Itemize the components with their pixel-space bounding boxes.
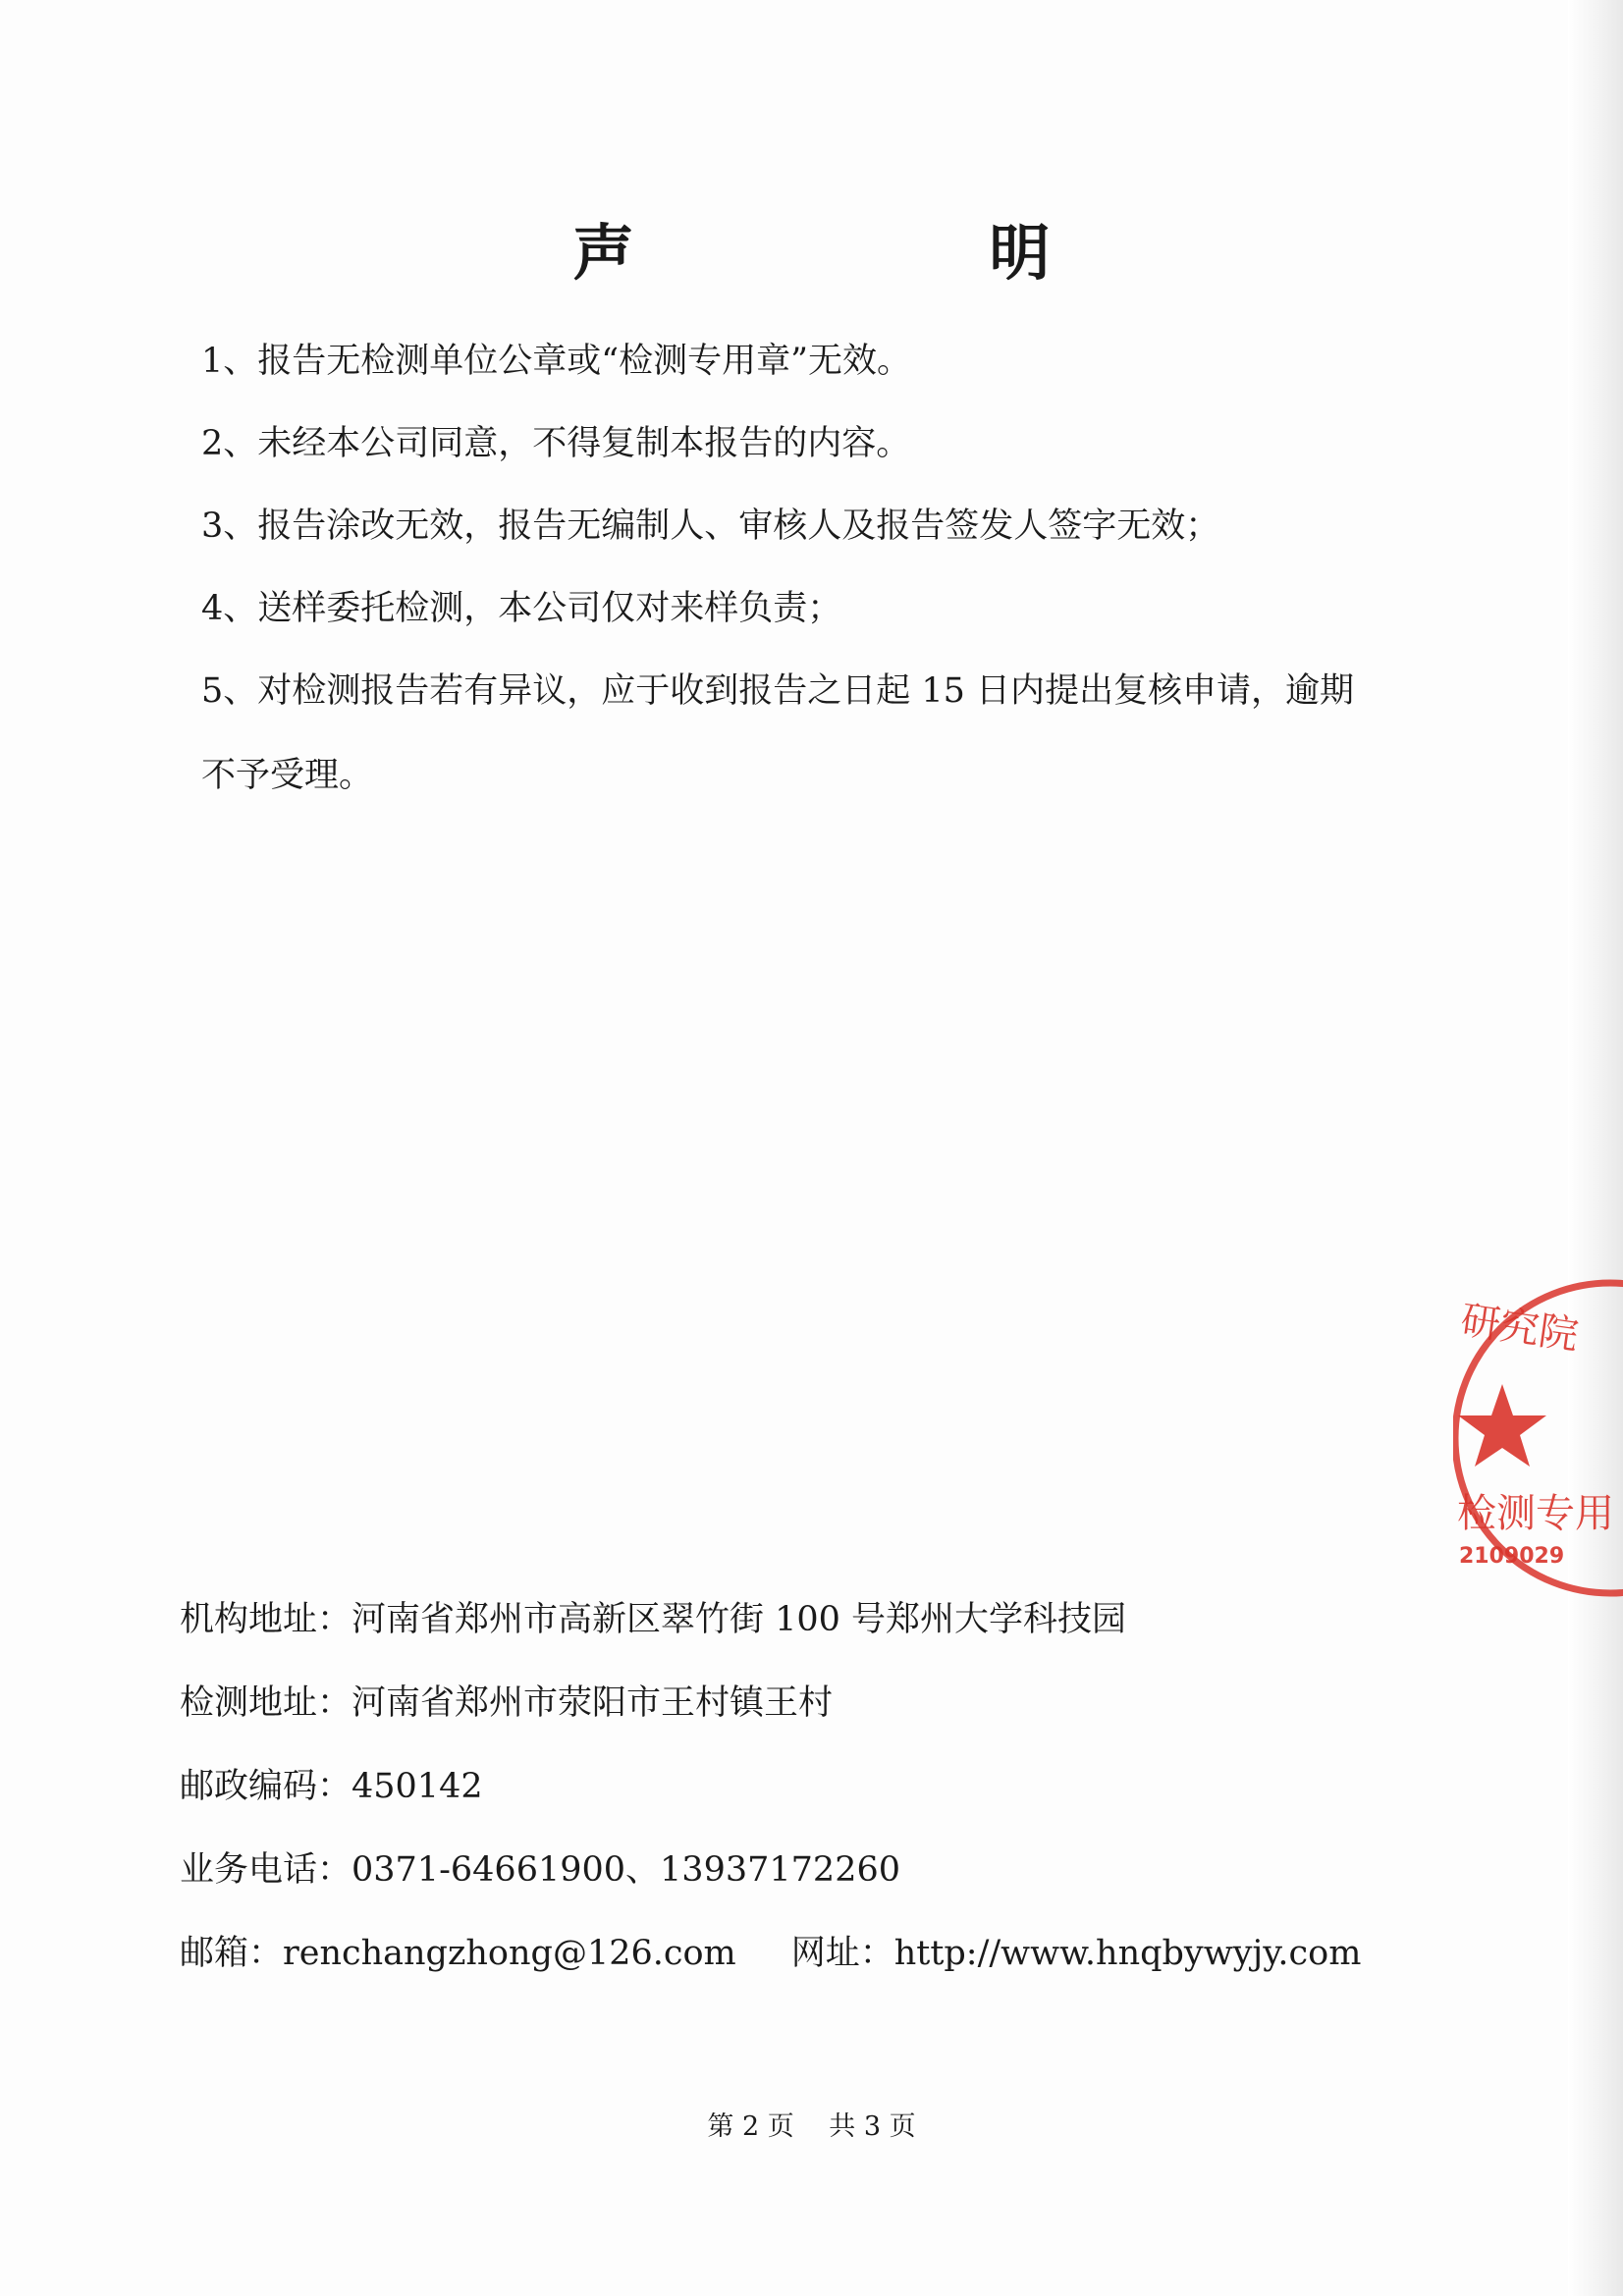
stamp-number: 2109029 — [1459, 1544, 1565, 1569]
org-address: 机构地址：河南省郑州市高新区翠竹街 100 号郑州大学科技园 — [180, 1600, 1127, 1639]
contact-line — [180, 1932, 1361, 1975]
statement-3: 3、报告涂改无效，报告无编制人、审核人及报告签发人签字无效； — [201, 507, 1220, 546]
statement-4: 4、送样委托检测，本公司仅对来样负责； — [201, 589, 842, 628]
scan-edge-shadow — [1568, 0, 1623, 2296]
email: 邮箱：renchangzhong@126.com — [180, 1934, 736, 1973]
page-title: 声 明 — [572, 217, 1198, 289]
business-phone: 业务电话：0371-64661900、13937172260 — [180, 1850, 900, 1890]
page-footer: 第 2 页 共 3 页 — [707, 2111, 916, 2142]
star-icon — [1458, 1384, 1546, 1467]
statement-1: 1、报告无检测单位公章或“检测专用章”无效。 — [201, 342, 912, 381]
statement-5: 5、对检测报告若有异议，应于收到报告之日起 15 日内提出复核申请，逾期 — [201, 671, 1355, 711]
test-address: 检测地址：河南省郑州市荥阳市王村镇王村 — [180, 1683, 834, 1723]
website: 网址：http://www.hnqbywyjy.com — [790, 1934, 1362, 1973]
official-seal-stamp — [1453, 1266, 1623, 1610]
statement-2: 2、未经本公司同意，不得复制本报告的内容。 — [201, 424, 911, 463]
statement-5-continued: 不予受理。 — [201, 756, 374, 795]
postal-code: 邮政编码：450142 — [180, 1767, 483, 1806]
stamp-text-top: 研究院 — [1458, 1297, 1582, 1360]
stamp-text-middle: 检测专用 — [1457, 1491, 1614, 1536]
